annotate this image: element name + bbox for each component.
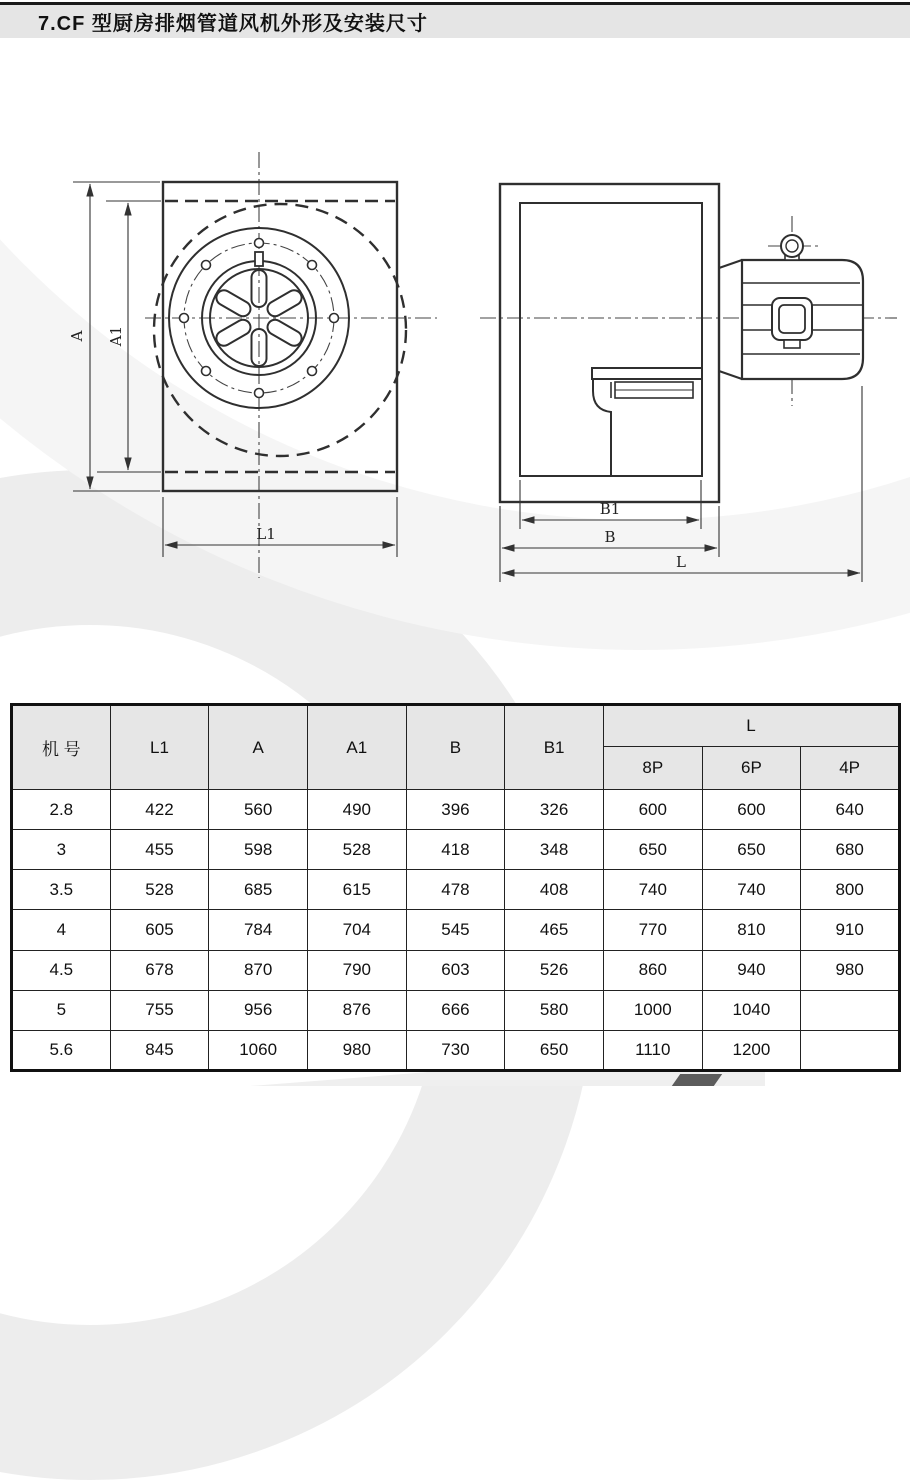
cell-b1: 326 bbox=[505, 790, 604, 830]
cell-machine-no: 2.8 bbox=[12, 790, 111, 830]
cell-a: 1060 bbox=[209, 1030, 308, 1070]
cell-l1: 605 bbox=[110, 910, 209, 950]
cell-6p: 1200 bbox=[702, 1030, 801, 1070]
cell-machine-no: 3 bbox=[12, 830, 111, 870]
cell-l1: 422 bbox=[110, 790, 209, 830]
cell-4p: 980 bbox=[801, 950, 900, 990]
cell-a1: 615 bbox=[307, 870, 406, 910]
cell-8p: 770 bbox=[603, 910, 702, 950]
cell-4p: 640 bbox=[801, 790, 900, 830]
dim-label-a1: A1 bbox=[107, 325, 125, 347]
cell-4p bbox=[801, 990, 900, 1030]
cell-b1: 580 bbox=[505, 990, 604, 1030]
cell-l1: 455 bbox=[110, 830, 209, 870]
cell-machine-no: 5 bbox=[12, 990, 111, 1030]
col-header-l1: L1 bbox=[110, 705, 209, 790]
cell-a: 598 bbox=[209, 830, 308, 870]
eyebolt bbox=[781, 235, 803, 260]
cell-6p: 810 bbox=[702, 910, 801, 950]
outlet-detail bbox=[592, 368, 702, 476]
cell-machine-no: 5.6 bbox=[12, 1030, 111, 1070]
col-header-b: B bbox=[406, 705, 505, 790]
cell-b1: 526 bbox=[505, 950, 604, 990]
cell-a1: 704 bbox=[307, 910, 406, 950]
cell-a1: 980 bbox=[307, 1030, 406, 1070]
table-row bbox=[12, 830, 900, 870]
col-header-6p: 6P bbox=[702, 747, 801, 790]
cell-b: 730 bbox=[406, 1030, 505, 1070]
technical-drawing bbox=[0, 0, 910, 660]
dim-label-l1: L1 bbox=[256, 525, 276, 543]
cell-4p: 680 bbox=[801, 830, 900, 870]
dimension-table bbox=[10, 703, 901, 1072]
cell-6p: 650 bbox=[702, 830, 801, 870]
dim-label-l: L bbox=[676, 553, 686, 571]
cell-b: 418 bbox=[406, 830, 505, 870]
front-casing bbox=[163, 182, 397, 491]
cell-8p: 860 bbox=[603, 950, 702, 990]
cell-6p: 600 bbox=[702, 790, 801, 830]
table-row bbox=[12, 910, 900, 950]
cell-b: 603 bbox=[406, 950, 505, 990]
title-strip bbox=[0, 5, 910, 38]
cell-b: 545 bbox=[406, 910, 505, 950]
cell-machine-no: 4 bbox=[12, 910, 111, 950]
watermark-bottom-wedge bbox=[672, 1074, 722, 1086]
cell-4p: 800 bbox=[801, 870, 900, 910]
page-title: 7.CF 型厨房排烟管道风机外形及安装尺寸 bbox=[38, 13, 428, 35]
cell-l1: 845 bbox=[110, 1030, 209, 1070]
side-view bbox=[480, 184, 897, 502]
cell-a1: 876 bbox=[307, 990, 406, 1030]
col-header-8p: 8P bbox=[603, 747, 702, 790]
col-header-a1: A1 bbox=[307, 705, 406, 790]
cell-4p bbox=[801, 1030, 900, 1070]
side-casing bbox=[500, 184, 719, 502]
volute-dashed-circle bbox=[154, 204, 406, 456]
cell-a: 560 bbox=[209, 790, 308, 830]
cell-l1: 678 bbox=[110, 950, 209, 990]
table-row bbox=[12, 1030, 900, 1070]
table-row bbox=[12, 870, 900, 910]
keyway-mark bbox=[255, 252, 263, 266]
table-row bbox=[12, 950, 900, 990]
cell-b1: 465 bbox=[505, 910, 604, 950]
cell-8p: 600 bbox=[603, 790, 702, 830]
col-header-4p: 4P bbox=[801, 747, 900, 790]
cell-a1: 490 bbox=[307, 790, 406, 830]
cell-a: 956 bbox=[209, 990, 308, 1030]
cell-b: 396 bbox=[406, 790, 505, 830]
cell-a: 685 bbox=[209, 870, 308, 910]
cell-a: 870 bbox=[209, 950, 308, 990]
cell-4p: 910 bbox=[801, 910, 900, 950]
cell-l1: 755 bbox=[110, 990, 209, 1030]
cell-8p: 650 bbox=[603, 830, 702, 870]
cell-a1: 790 bbox=[307, 950, 406, 990]
cell-8p: 1000 bbox=[603, 990, 702, 1030]
cell-machine-no: 3.5 bbox=[12, 870, 111, 910]
cell-l1: 528 bbox=[110, 870, 209, 910]
cell-a: 784 bbox=[209, 910, 308, 950]
cell-6p: 940 bbox=[702, 950, 801, 990]
cell-b: 478 bbox=[406, 870, 505, 910]
cell-machine-no: 4.5 bbox=[12, 950, 111, 990]
cell-b1: 348 bbox=[505, 830, 604, 870]
table-row bbox=[12, 990, 900, 1030]
col-header-b1: B1 bbox=[505, 705, 604, 790]
dim-label-a: A bbox=[68, 330, 86, 342]
cell-b: 666 bbox=[406, 990, 505, 1030]
dim-label-b1: B1 bbox=[599, 500, 621, 518]
col-header-l: L bbox=[603, 705, 899, 747]
front-view bbox=[145, 152, 437, 578]
col-header-a: A bbox=[209, 705, 308, 790]
cell-8p: 1110 bbox=[603, 1030, 702, 1070]
cell-b1: 408 bbox=[505, 870, 604, 910]
cell-b1: 650 bbox=[505, 1030, 604, 1070]
cell-a1: 528 bbox=[307, 830, 406, 870]
dim-label-b: B bbox=[604, 528, 616, 546]
table-row bbox=[12, 790, 900, 830]
cell-6p: 740 bbox=[702, 870, 801, 910]
cell-8p: 740 bbox=[603, 870, 702, 910]
col-header-machine-no: 机 号 bbox=[12, 705, 111, 790]
cell-6p: 1040 bbox=[702, 990, 801, 1030]
